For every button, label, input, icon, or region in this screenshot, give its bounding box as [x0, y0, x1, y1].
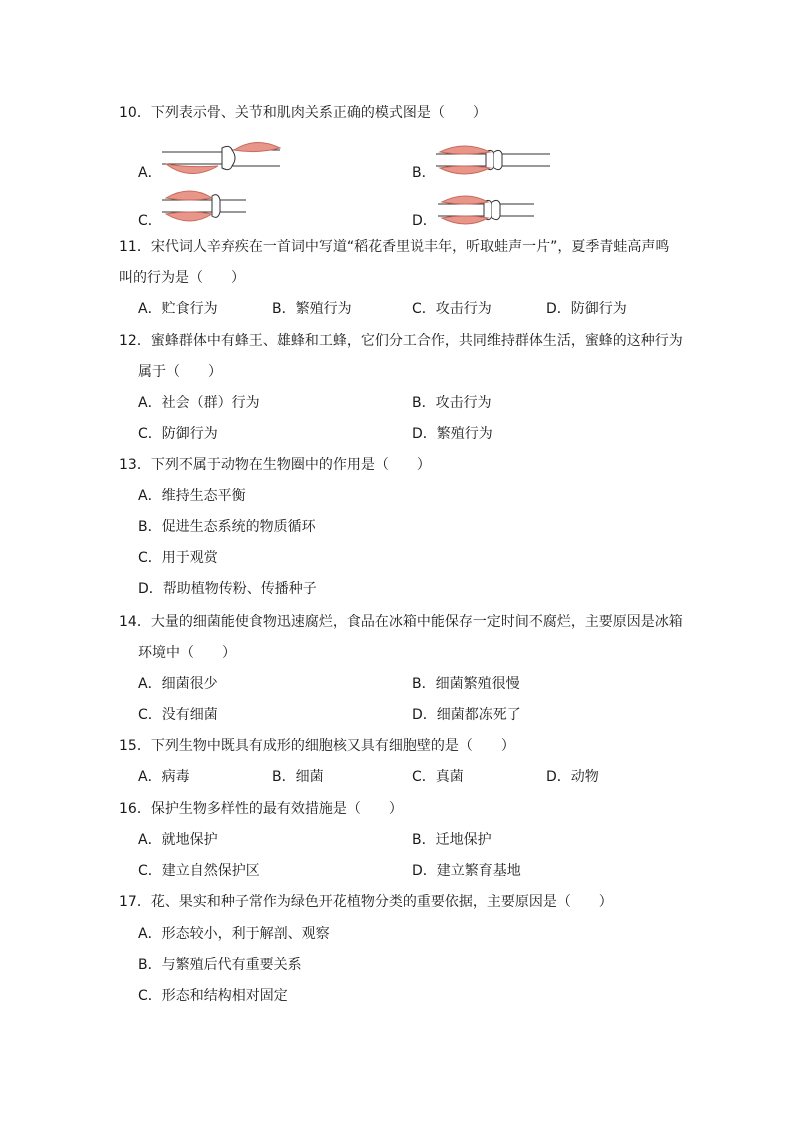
question-11-option-d[interactable]: D．防御行为: [546, 301, 627, 317]
bone-muscle-diagram-d: [436, 190, 536, 230]
question-10-option-d-label: D．: [412, 213, 437, 229]
question-12-stem-line-2: 属于（ ）: [138, 364, 222, 380]
question-14-stem-line-2: 环境中（ ）: [138, 645, 236, 661]
bone-muscle-diagram-b: [434, 140, 554, 180]
question-14-option-d[interactable]: D．细菌都冻死了: [412, 707, 521, 723]
question-10-option-b-label: B．: [412, 165, 436, 181]
bone-muscle-diagram-a: [160, 138, 290, 178]
question-11-stem-line-1: 11．宋代词人辛弃疾在一首词中写道“稻花香里说丰年，听取蛙声一片”，夏季青蛙高声鸣: [119, 239, 670, 255]
question-13-option-a[interactable]: A．维持生态平衡: [138, 488, 246, 504]
question-10-option-a-label: A．: [138, 165, 162, 181]
question-13-option-b[interactable]: B．促进生态系统的物质循环: [138, 519, 316, 535]
question-17-option-b[interactable]: B．与繁殖后代有重要关系: [138, 957, 302, 973]
question-12-option-c[interactable]: C．防御行为: [138, 426, 218, 442]
question-14-option-b[interactable]: B．细菌繁殖很慢: [412, 676, 520, 692]
question-11-option-c[interactable]: C．攻击行为: [412, 301, 492, 317]
question-14-stem-line-1: 14．大量的细菌能使食物迅速腐烂，食品在冰箱中能保存一定时间不腐烂，主要原因是冰箱: [119, 614, 683, 630]
question-17-stem: 17．花、果实和种子常作为绿色开花植物分类的重要依据，主要原因是（ ）: [119, 894, 613, 910]
question-13-option-d[interactable]: D．帮助植物传粉、传播种子: [138, 581, 317, 597]
question-11-option-b[interactable]: B．繁殖行为: [272, 301, 352, 317]
question-17-option-c[interactable]: C．形态和结构相对固定: [138, 988, 288, 1004]
question-12-option-b[interactable]: B．攻击行为: [412, 395, 492, 411]
question-11-stem-line-2: 叫的行为是（ ）: [119, 270, 245, 286]
question-16-option-a[interactable]: A．就地保护: [138, 832, 218, 848]
question-16-option-d[interactable]: D．建立繁育基地: [412, 863, 521, 879]
question-15-option-a[interactable]: A．病毒: [138, 769, 190, 785]
question-14-option-c[interactable]: C．没有细菌: [138, 707, 218, 723]
question-14-option-a[interactable]: A．细菌很少: [138, 676, 218, 692]
question-16-option-b[interactable]: B．迁地保护: [412, 832, 492, 848]
question-12-stem-line-1: 12．蜜蜂群体中有蜂王、雄蜂和工蜂，它们分工合作，共同维持群体生活，蜜蜂的这种行为: [119, 333, 683, 349]
question-12-option-d[interactable]: D．繁殖行为: [412, 426, 493, 442]
question-10-stem: 10．下列表示骨、关节和肌肉关系正确的模式图是（ ）: [119, 105, 487, 121]
question-13-stem: 13．下列不属于动物在生物圈中的作用是（ ）: [119, 457, 431, 473]
question-16-option-c[interactable]: C．建立自然保护区: [138, 863, 260, 879]
question-11-option-a[interactable]: A．贮食行为: [138, 301, 218, 317]
question-17-option-a[interactable]: A．形态较小，利于解剖、观察: [138, 926, 330, 942]
question-13-option-c[interactable]: C．用于观赏: [138, 550, 218, 566]
question-15-stem: 15．下列生物中既具有成形的细胞核又具有细胞壁的是（ ）: [119, 738, 515, 754]
question-15-option-d[interactable]: D．动物: [546, 769, 599, 785]
question-16-stem: 16．保护生物多样性的最有效措施是（ ）: [119, 801, 403, 817]
question-12-option-a[interactable]: A．社会（群）行为: [138, 395, 260, 411]
bone-muscle-diagram-c: [160, 186, 250, 226]
question-10-option-c-label: C．: [138, 213, 162, 229]
question-15-option-c[interactable]: C．真菌: [412, 769, 464, 785]
question-15-option-b[interactable]: B．细菌: [272, 769, 324, 785]
